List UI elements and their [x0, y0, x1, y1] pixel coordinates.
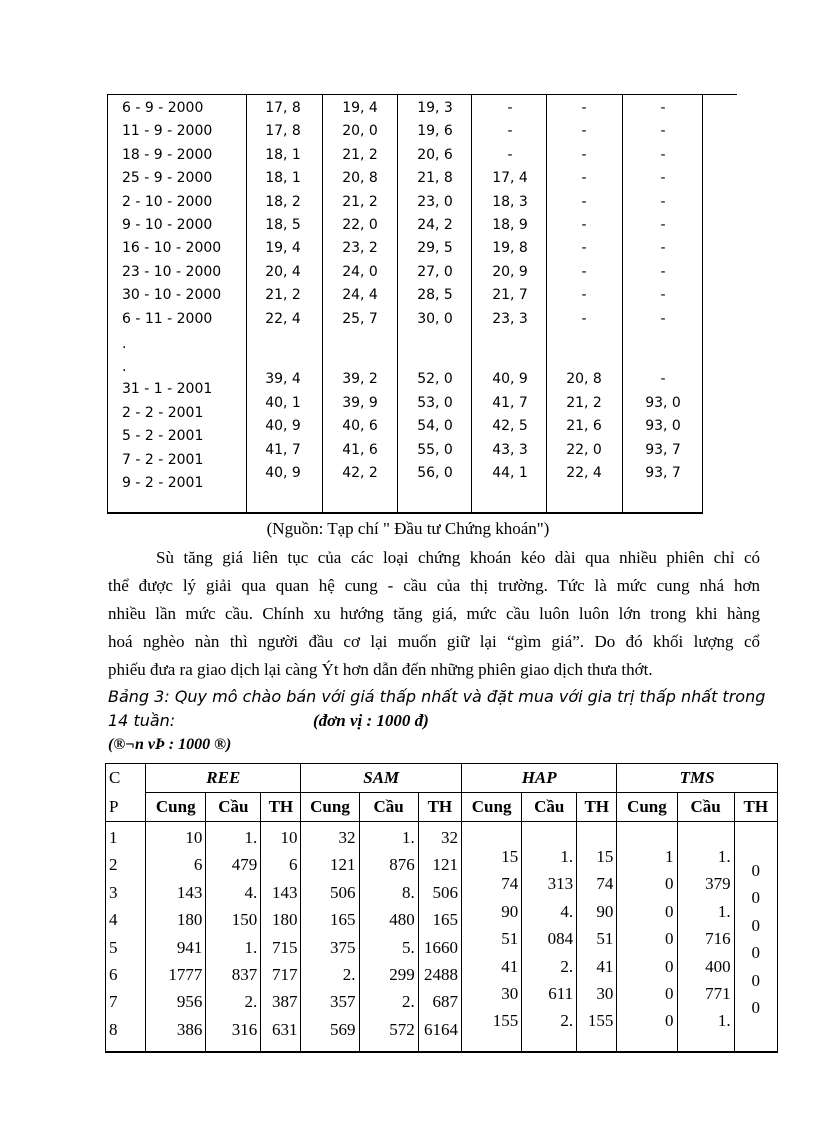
table-cell: 379 — [705, 874, 731, 894]
value-cell: 21, 6 — [566, 418, 602, 435]
value-cell: 40, 9 — [265, 465, 301, 482]
value-cell: - — [660, 240, 666, 257]
table-cell: 5. — [401, 937, 415, 957]
value-cell: 25, 7 — [342, 310, 378, 327]
table-cell: 180 — [176, 910, 203, 930]
value-cell: - — [660, 371, 666, 387]
table-cell: 572 — [389, 1019, 415, 1039]
table-cell: 631 — [271, 1019, 298, 1039]
table-cell: 299 — [389, 964, 415, 984]
value-cell: - — [581, 170, 587, 187]
col-cau: Cầu — [206, 793, 261, 822]
value-cell: - — [660, 310, 666, 327]
value-cell: 30, 0 — [417, 310, 453, 327]
table-cell: 155 — [492, 1011, 519, 1031]
table-cell: 51 — [501, 929, 519, 949]
caption-unit: (đơn vị : 1000 đ) — [313, 711, 429, 730]
table-cell: 400 — [705, 956, 731, 976]
table-cell: 1. — [244, 937, 258, 957]
table-cell: 3 — [109, 882, 118, 902]
table-cell: 715 — [271, 937, 298, 957]
value-cell: 20, 6 — [417, 146, 453, 163]
table-cell: 4. — [560, 901, 574, 921]
value-cell: 20, 8 — [342, 170, 378, 187]
value-cell: 44, 1 — [492, 465, 528, 482]
price-table — [107, 94, 703, 514]
date-cell: 2 - 2 - 2001 — [122, 404, 204, 421]
table-cell: 0 — [665, 1011, 674, 1031]
date-cell: 30 - 10 - 2000 — [122, 287, 222, 304]
value-cell: 17, 4 — [492, 170, 528, 187]
value-cell: 18, 1 — [265, 146, 301, 163]
date-cell: 11 - 9 - 2000 — [122, 123, 213, 140]
date-cell: 31 - 1 - 2001 — [122, 381, 213, 397]
value-cell: 18, 9 — [492, 217, 528, 233]
table-cell: 1. — [717, 901, 731, 921]
value-cell: - — [581, 146, 587, 163]
date-cell: 23 - 10 - 2000 — [122, 263, 222, 280]
value-cell: 29, 5 — [417, 240, 453, 257]
column-divider — [246, 94, 247, 512]
col-cung: Cung — [301, 793, 359, 822]
corner-cp: P — [106, 793, 146, 822]
table-cell: 8. — [401, 882, 415, 902]
value-cell: - — [581, 100, 587, 116]
table-cell: 956 — [176, 992, 203, 1012]
ellipsis-dot: . — [122, 336, 127, 352]
hap-cung-column — [462, 822, 522, 1053]
table-cell: 0 — [665, 874, 674, 894]
table-cell: 2 — [109, 855, 118, 875]
table-cell: 1. — [717, 847, 731, 866]
body-paragraph — [108, 544, 760, 684]
value-cell: 54, 0 — [417, 418, 453, 435]
table-cell: 1. — [244, 828, 258, 847]
table-cell: 155 — [587, 1011, 614, 1031]
table-cell: 506 — [330, 882, 356, 902]
table-cell: 876 — [389, 855, 415, 875]
table-cell: 1660 — [424, 937, 459, 957]
table-cell: 4. — [244, 882, 258, 902]
offer-table — [105, 763, 778, 1053]
col-th: TH — [418, 793, 461, 822]
col-cau: Cầu — [677, 793, 734, 822]
table-cell: 15 — [501, 847, 519, 866]
table-cell: 480 — [389, 910, 415, 930]
table-cell: 41 — [501, 956, 519, 976]
value-cell: 55, 0 — [417, 441, 453, 458]
value-cell: 21, 2 — [566, 394, 602, 411]
table-cell: 30 — [501, 983, 519, 1003]
table-cell: 837 — [231, 964, 258, 984]
corner-cp: C — [106, 764, 146, 793]
table-cell: 6 — [288, 855, 298, 875]
value-cell: 42, 5 — [492, 418, 528, 435]
value-cell: 18, 3 — [492, 193, 528, 210]
table-cell: 32 — [441, 828, 459, 847]
value-cell: 40, 6 — [342, 418, 378, 435]
table-cell: 8 — [109, 1019, 118, 1039]
table-cell: 90 — [501, 901, 519, 921]
date-cell: 9 - 10 - 2000 — [122, 217, 213, 233]
value-cell: 28, 5 — [417, 287, 453, 304]
value-cell: - — [581, 240, 587, 257]
date-cell: 6 - 11 - 2000 — [122, 310, 213, 327]
table-cell: 10 — [185, 828, 203, 847]
value-cell: 22, 0 — [566, 441, 602, 458]
sam-cung-column — [301, 822, 359, 1053]
value-cell: - — [581, 123, 587, 140]
value-cell: 17, 8 — [265, 100, 301, 116]
table-cell: 90 — [596, 901, 614, 921]
value-cell: 20, 9 — [492, 263, 528, 280]
date-cell: 5 - 2 - 2001 — [122, 428, 204, 445]
value-cell: 18, 5 — [265, 217, 301, 233]
value-cell: 22, 4 — [265, 310, 301, 327]
date-cell: 6 - 9 - 2000 — [122, 100, 204, 116]
value-cell: - — [660, 263, 666, 280]
col-cung: Cung — [146, 793, 206, 822]
table-cell: 387 — [271, 992, 298, 1012]
table-cell: 2. — [401, 992, 415, 1012]
col-cung: Cung — [617, 793, 677, 822]
value-cell: 23, 0 — [417, 193, 453, 210]
value-cell: 41, 7 — [265, 441, 301, 458]
value-cell: 40, 9 — [265, 418, 301, 435]
value-cell: 19, 4 — [265, 240, 301, 257]
table-cell: 941 — [176, 937, 203, 957]
group-sam: SAM — [301, 764, 462, 793]
tms-cau-column — [677, 822, 734, 1053]
value-cell: 53, 0 — [417, 394, 453, 411]
table-cell: 6164 — [424, 1019, 459, 1039]
date-cell: 9 - 2 - 2001 — [122, 475, 204, 492]
value-cell: - — [660, 170, 666, 187]
value-cell: - — [507, 123, 513, 140]
paragraph-line: Sù tăng giá liên tục của các loại chứng khoán kéo dài qua nhiều phiên chỉ có — [156, 548, 760, 567]
value-cell: 40, 1 — [265, 394, 301, 411]
table-cell: 30 — [596, 983, 614, 1003]
table-cell: 1. — [717, 1011, 731, 1031]
group-ree: REE — [146, 764, 301, 793]
value-cell: 21, 2 — [265, 287, 301, 304]
value-cell: - — [660, 287, 666, 304]
value-cell: 18, 2 — [265, 193, 301, 210]
value-cell: 39, 4 — [265, 371, 301, 387]
value-cell: 52, 0 — [417, 371, 453, 387]
value-cell: 93, 0 — [645, 394, 681, 411]
value-cell: - — [660, 146, 666, 163]
value-cell: - — [507, 146, 513, 163]
value-cell: 40, 9 — [492, 371, 528, 387]
value-cell: 42, 2 — [342, 465, 378, 482]
hap-th-column — [577, 822, 617, 1053]
table-cell: 0 — [751, 888, 761, 908]
col-cau: Cầu — [359, 793, 418, 822]
table-cell: 180 — [271, 910, 298, 930]
paragraph-line: phiếu đưa ra giao dịch lại càng Ýt hơn dẫn đến những phiên giao dịch thưa thớt. — [108, 660, 653, 679]
table-cell: 1 — [109, 828, 118, 847]
value-cell: 19, 8 — [492, 240, 528, 257]
value-cell: 17, 8 — [265, 123, 301, 140]
table-cell: 771 — [705, 983, 731, 1003]
value-cell: 39, 2 — [342, 371, 378, 387]
table-cell: 6 — [193, 855, 203, 875]
unit-note: (®¬n vÞ : 1000 ®) — [108, 736, 232, 753]
table-cell: 0 — [665, 901, 674, 921]
ree-th-column — [261, 822, 301, 1053]
column-divider — [322, 94, 323, 512]
table-cell: 74 — [596, 874, 614, 894]
value-cell: - — [581, 263, 587, 280]
table-cell: 165 — [432, 910, 459, 930]
value-cell: - — [581, 310, 587, 327]
table-cell: 6 — [109, 964, 118, 984]
value-cell: 21, 2 — [342, 193, 378, 210]
value-cell: 24, 0 — [342, 263, 378, 280]
value-cell: - — [660, 100, 666, 116]
value-cell: 93, 7 — [645, 441, 681, 458]
cp-column — [106, 822, 146, 1053]
group-hap: HAP — [462, 764, 617, 793]
table-cell: 716 — [705, 929, 731, 949]
table-cell: 121 — [330, 855, 356, 875]
table-cell: 506 — [432, 882, 459, 902]
table-cell: 2488 — [424, 964, 459, 984]
table-cell: 41 — [596, 956, 614, 976]
col-cung: Cung — [462, 793, 522, 822]
col-th: TH — [734, 793, 777, 822]
column-divider — [622, 94, 623, 512]
table-cell: 0 — [751, 943, 761, 963]
table-cell: 2. — [560, 956, 574, 976]
table-cell: 51 — [596, 929, 614, 949]
ellipsis-dot: . — [122, 359, 127, 375]
value-cell: 93, 0 — [645, 418, 681, 435]
column-divider — [397, 94, 398, 512]
date-cell: 2 - 10 - 2000 — [122, 193, 213, 210]
table-cell: 569 — [330, 1019, 356, 1039]
paragraph-line: hoá nghèo nàn thì người đầu cơ lại muốn giữ lại “gìm giá”. Do đó khối lượng cổ — [108, 632, 760, 651]
table-cell: 5 — [109, 937, 118, 957]
table-cell: 165 — [330, 910, 356, 930]
sam-cau-column — [359, 822, 418, 1053]
table-cell: 143 — [271, 882, 298, 902]
column-divider — [471, 94, 472, 512]
table-cell: 1. — [560, 847, 574, 866]
value-cell: 41, 6 — [342, 441, 378, 458]
value-cell: 19, 4 — [342, 100, 378, 116]
value-cell: - — [507, 100, 513, 116]
col-cau: Cầu — [522, 793, 577, 822]
group-tms: TMS — [617, 764, 778, 793]
value-cell: 24, 2 — [417, 217, 453, 233]
table-cell: 0 — [751, 915, 761, 935]
table-cell: 1 — [665, 847, 674, 866]
value-cell: 22, 4 — [566, 465, 602, 482]
table-cell: 143 — [176, 882, 203, 902]
sam-th-column — [418, 822, 461, 1053]
table-cell: 0 — [665, 929, 674, 949]
table-cell: 0 — [751, 997, 761, 1017]
value-cell: 23, 3 — [492, 310, 528, 327]
value-cell: 27, 0 — [417, 263, 453, 280]
table-cell: 084 — [547, 929, 574, 949]
date-cell: 25 - 9 - 2000 — [122, 170, 213, 187]
table-cell: 386 — [176, 1019, 203, 1039]
value-cell: 56, 0 — [417, 465, 453, 482]
table-cell: 375 — [330, 937, 356, 957]
value-cell: 19, 6 — [417, 123, 453, 140]
value-cell: 22, 0 — [342, 217, 378, 233]
tms-cung-column — [617, 822, 677, 1053]
table-cell: 32 — [338, 828, 356, 847]
paragraph-line: nhiều lần mức cầu. Chính xu hướng tăng giá, mức cầu luôn luôn lớn trong khi hàng — [108, 604, 760, 623]
table-cell: 611 — [548, 983, 574, 1003]
date-cell: 7 - 2 - 2001 — [122, 451, 204, 468]
table-cell: 150 — [231, 910, 258, 930]
table-cell: 1777 — [168, 964, 203, 984]
table-cell: 717 — [271, 964, 298, 984]
value-cell: - — [660, 123, 666, 140]
value-cell: 18, 1 — [265, 170, 301, 187]
table-cell: 2. — [244, 992, 258, 1012]
table-cell: 357 — [330, 992, 356, 1012]
value-cell: 23, 2 — [342, 240, 378, 257]
value-cell: 24, 4 — [342, 287, 378, 304]
ree-cung-column — [146, 822, 206, 1053]
ree-cau-column — [206, 822, 261, 1053]
table-cell: 4 — [109, 910, 118, 930]
table-cell: 479 — [231, 855, 258, 875]
table-cell: 0 — [665, 983, 674, 1003]
table-cell: 0 — [751, 970, 761, 990]
value-cell: - — [581, 193, 587, 210]
table-cell: 10 — [280, 828, 298, 847]
value-cell: 20, 4 — [265, 263, 301, 280]
date-cell: 16 - 10 - 2000 — [122, 240, 222, 257]
value-cell: 93, 7 — [645, 465, 681, 482]
table-cell: 15 — [596, 847, 614, 866]
caption-text: Bảng 3: Quy mô chào bán với giá thấp nhất và đặt mua với gia trị thấp nhất trong 14 tuần: — [108, 687, 766, 730]
value-cell: - — [581, 287, 587, 304]
table-cell: 1. — [401, 828, 415, 847]
table-cell: 0 — [751, 861, 761, 880]
source-note: (Nguồn: Tạp chí " Đầu tư Chứng khoán") — [266, 519, 550, 538]
value-cell: 41, 7 — [492, 394, 528, 411]
table-cell: 316 — [231, 1019, 258, 1039]
value-cell: 21, 8 — [417, 170, 453, 187]
table-cell: 0 — [665, 956, 674, 976]
table-cell: 121 — [432, 855, 459, 875]
col-th: TH — [261, 793, 301, 822]
table-cell: 74 — [501, 874, 519, 894]
col-th: TH — [577, 793, 617, 822]
table-cell: 687 — [432, 992, 459, 1012]
value-cell: - — [660, 217, 666, 233]
hap-cau-column — [522, 822, 577, 1053]
paragraph-line: thể được lý giải qua quan hệ cung - cầu của thị trường. Tức là mức cung nhá hơn — [108, 576, 760, 595]
table-cell: 2. — [342, 964, 356, 984]
table-caption — [108, 685, 768, 733]
value-cell: - — [581, 217, 587, 233]
value-cell: 39, 9 — [342, 394, 378, 411]
value-cell: 21, 7 — [492, 287, 528, 304]
tms-th-column — [734, 822, 777, 1053]
date-cell: 18 - 9 - 2000 — [122, 146, 213, 163]
value-cell: 19, 3 — [417, 100, 453, 116]
value-cell: 20, 0 — [342, 123, 378, 140]
table-cell: 7 — [109, 992, 118, 1012]
value-cell: - — [660, 193, 666, 210]
column-divider — [546, 94, 547, 512]
table-cell: 313 — [547, 874, 574, 894]
value-cell: 43, 3 — [492, 441, 528, 458]
value-cell: 20, 8 — [566, 371, 602, 387]
value-cell: 21, 2 — [342, 146, 378, 163]
table-cell: 2. — [560, 1011, 574, 1031]
